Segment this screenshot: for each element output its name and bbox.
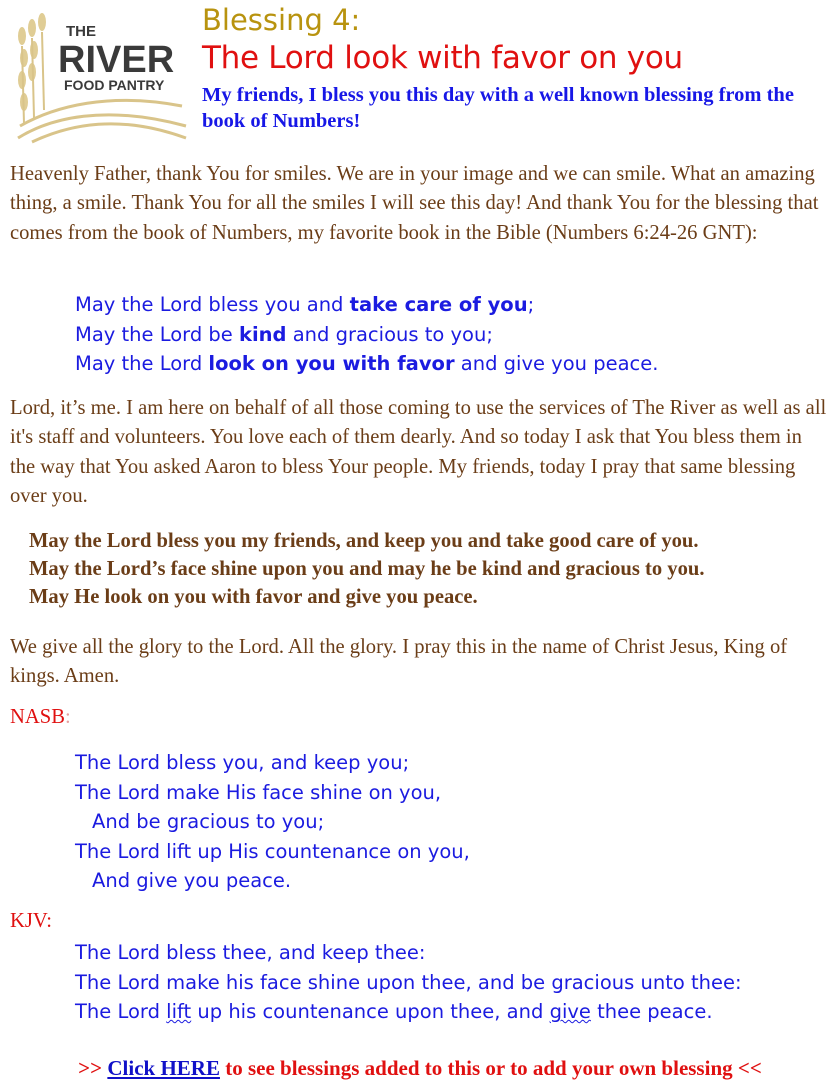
- personal-blessing-line-2: May the Lord’s face shine upon you and may he be kind and gracious to you.: [29, 558, 705, 580]
- personal-blessing-line-3: May He look on you with favor and give you peace.: [29, 586, 478, 608]
- closing-paragraph: We give all the glory to the Lord. All the glory. I pray this in the name of Christ Jesus, King of kings. Amen.: [10, 636, 788, 688]
- blessing-number: Blessing 4:: [202, 3, 361, 37]
- click-here-link[interactable]: Click HERE: [107, 1056, 220, 1080]
- kjv-label: KJV:: [10, 910, 52, 932]
- nasb-line-2: The Lord make His face shine on you,: [75, 780, 442, 804]
- intro-text: My friends, I bless you this day with a well known blessing from the book of Numbers!: [202, 84, 794, 132]
- nasb-line-1: The Lord bless you, and keep you;: [75, 751, 410, 774]
- nasb-line-4: The Lord lift up His countenance on you,: [75, 839, 470, 863]
- personal-blessing-line-1: May the Lord bless you my friends, and keep you and take good care of you.: [29, 530, 699, 552]
- gnt-line-3: May the Lord look on you with favor and give you peace.: [75, 352, 659, 375]
- gnt-verse-block: [75, 290, 835, 379]
- nasb-verse-block: [75, 748, 835, 896]
- kjv-line-1: The Lord bless thee, and keep thee:: [75, 941, 426, 964]
- gnt-line-1: May the Lord bless you and take care of you;: [75, 293, 535, 316]
- logo-river-text: RIVER: [58, 39, 175, 81]
- gnt-line-2: May the Lord be kind and gracious to you;: [75, 322, 493, 346]
- heading-block: [202, 2, 832, 134]
- personal-blessing-block: [29, 527, 835, 611]
- nasb-line-5: And give you peace.: [92, 869, 292, 892]
- wheat-logo-icon: [10, 6, 188, 144]
- logo-food-pantry-text: FOOD PANTRY: [64, 77, 165, 93]
- intercession-paragraph: Lord, it’s me. I am here on behalf of all those coming to use the services of The River as well as all it's staff and volunteers. You love each of them dearly. And so today I ask that You bless them in the way that You asked Aaron to bless Your people. My friends, today I pray that same blessing over you.: [10, 397, 827, 507]
- opening-prayer-paragraph: Heavenly Father, thank You for smiles. We are in your image and we can smile. What an amazing thing, a smile. Thank You for all the smiles I will see this day! And thank You for the blessing that comes from the book of Numbers, my favorite book in the Bible (Numbers 6:24-26 GNT):: [10, 163, 819, 244]
- river-food-pantry-logo: [10, 6, 188, 144]
- logo-the-text: THE: [66, 23, 96, 40]
- kjv-verse-block: [75, 938, 835, 1027]
- add-blessing-call-to-action: >> Click HERE to see blessings added to this or to add your own blessing <<: [78, 1056, 762, 1080]
- nasb-line-3: And be gracious to you;: [92, 810, 325, 833]
- nasb-label: NASB:: [10, 706, 71, 728]
- kjv-line-2: The Lord make his face shine upon thee, and be gracious unto thee:: [75, 970, 742, 994]
- kjv-line-3: The Lord lift up his countenance upon thee, and give thee peace.: [75, 1000, 713, 1023]
- blessing-title: The Lord look with favor on you: [202, 40, 683, 76]
